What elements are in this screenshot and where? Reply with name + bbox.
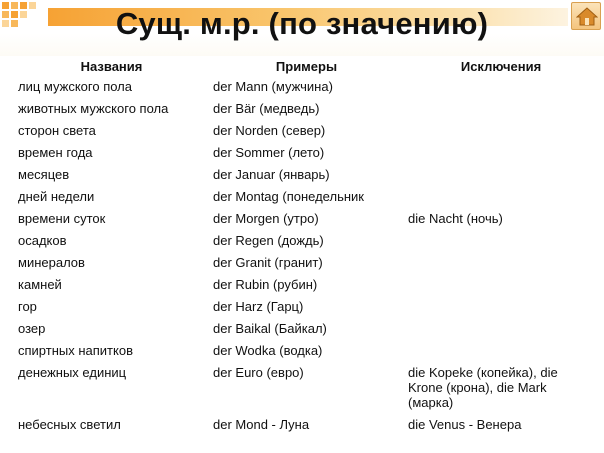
row-example: der Rubin (рубин) (213, 277, 318, 292)
row-name: спиртных напитков (18, 343, 133, 358)
row-name: гор (18, 299, 37, 314)
row-example: der Euro (евро) (213, 365, 304, 380)
row-example: der Harz (Гарц) (213, 299, 304, 314)
table-row (14, 98, 598, 120)
row-name: месяцев (18, 167, 70, 182)
home-button[interactable] (571, 2, 601, 30)
row-name: минералов (18, 255, 85, 270)
row-exception (404, 98, 598, 120)
row-exception: die Venus - Венера (408, 417, 522, 432)
nouns-table (14, 56, 598, 436)
row-exception (404, 274, 598, 296)
row-exception (404, 318, 598, 340)
row-name: озер (18, 321, 46, 336)
table-row (14, 186, 598, 208)
row-example: der Wodka (водка) (213, 343, 323, 358)
row-exception: die Kopeke (копейка), die Krone (крона), die Mark (марка) (408, 365, 558, 410)
row-exception (404, 296, 598, 318)
row-exception (404, 76, 598, 98)
row-example: der Januar (январь) (213, 167, 330, 182)
row-exception: die Nacht (ночь) (408, 211, 503, 226)
row-example: der Baikal (Байкал) (213, 321, 327, 336)
row-exception (404, 230, 598, 252)
table-row (14, 340, 598, 362)
row-name: камней (18, 277, 62, 292)
table-row (14, 414, 598, 436)
row-exception (404, 340, 598, 362)
row-example: der Montag (понедельник (213, 189, 364, 204)
page-title: Сущ. м.р. (по значению) (115, 6, 489, 41)
header-examples: Примеры (275, 58, 338, 74)
row-name: дней недели (18, 189, 95, 204)
home-icon (576, 6, 598, 26)
row-example: der Regen (дождь) (213, 233, 324, 248)
table-row (14, 208, 598, 230)
row-name: времени суток (18, 211, 106, 226)
table-header-row (14, 56, 598, 76)
row-exception (404, 120, 598, 142)
table-row (14, 164, 598, 186)
row-exception (404, 142, 598, 164)
row-exception (404, 164, 598, 186)
header-names: Названия (80, 58, 143, 74)
row-example: der Mann (мужчина) (213, 79, 333, 94)
row-exception (404, 186, 598, 208)
row-name: осадков (18, 233, 67, 248)
table-row (14, 76, 598, 98)
table-row (14, 318, 598, 340)
table-row (14, 142, 598, 164)
row-example: der Sommer (лето) (213, 145, 325, 160)
row-name: времен года (18, 145, 93, 160)
row-name: животных мужского пола (18, 101, 169, 116)
table-row (14, 120, 598, 142)
row-name: небесных светил (18, 417, 121, 432)
table-row (14, 274, 598, 296)
table-row (14, 230, 598, 252)
row-name: денежных единиц (18, 365, 127, 380)
table-row (14, 296, 598, 318)
table-row (14, 362, 598, 414)
row-name: сторон света (18, 123, 96, 138)
row-example: der Norden (север) (213, 123, 326, 138)
header-bar (0, 0, 604, 56)
row-example: der Mond - Луна (213, 417, 310, 432)
table-row (14, 252, 598, 274)
row-example: der Morgen (утро) (213, 211, 319, 226)
row-exception (404, 252, 598, 274)
row-name: лиц мужского пола (18, 79, 132, 94)
row-example: der Granit (гранит) (213, 255, 323, 270)
row-example: der Bär (медведь) (213, 101, 320, 116)
header-exceptions: Исключения (460, 58, 542, 74)
